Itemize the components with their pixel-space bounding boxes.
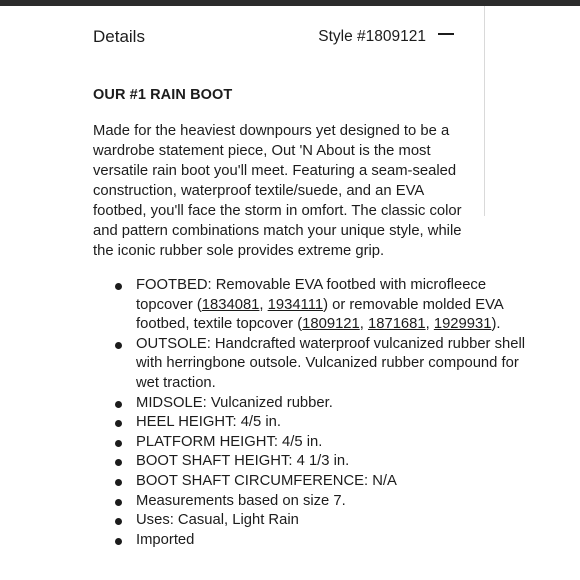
sku-link-1934111[interactable]: 1934111 — [267, 296, 324, 313]
sku-link-1834081[interactable]: 1834081 — [201, 296, 260, 313]
details-header[interactable] — [93, 26, 463, 50]
details-title: Details — [93, 27, 145, 46]
product-description: Made for the heaviest downpours yet designed to be a wardrobe statement piece, Out 'N About is the most versatile rain boot you'll meet. Featuring a seam-sealed construction, waterproof textile/suede, and an EVA footbed, you'll face the storm in omfort. The classic color and pattern combinations match your unique style, while the iconic rubber sole provides extreme grip. — [93, 123, 462, 259]
sku-link-1809121[interactable]: 1809121 — [302, 316, 360, 333]
spec-footbed — [136, 276, 526, 335]
spec-uses: Uses: Casual, Light Rain — [136, 511, 526, 531]
spec-origin: Imported — [136, 531, 526, 551]
scrollbar[interactable] — [484, 6, 485, 216]
footbed-text-1: FOOTBED: Removable EVA footbed with microfleece topcover ( — [136, 277, 487, 313]
footbed-sep-3: , — [425, 316, 434, 333]
spec-outsole: OUTSOLE: Handcrafted waterproof vulcanized rubber shell with herringbone outsole. Vulcanized rubber compound for wet traction. — [136, 335, 526, 394]
product-headline: OUR #1 RAIN BOOT — [93, 87, 233, 103]
footbed-sep-2: , — [359, 316, 368, 333]
sku-link-1871681[interactable]: 1871681 — [368, 316, 426, 333]
spec-midsole: MIDSOLE: Vulcanized rubber. — [136, 394, 526, 414]
footbed-text-3: ). — [491, 316, 501, 333]
minus-icon[interactable] — [435, 28, 457, 48]
footbed-sep-1: , — [259, 296, 268, 313]
top-bar — [0, 0, 580, 6]
spec-measurements: Measurements based on size 7. — [136, 492, 526, 512]
footbed-text-2: ) or removable molded EVA footbed, textile topcover ( — [136, 296, 503, 333]
spec-list — [93, 276, 526, 550]
spec-platform-height: PLATFORM HEIGHT: 4/5 in. — [136, 433, 526, 453]
style-number: Style #1809121 — [318, 28, 426, 45]
spec-heel-height: HEEL HEIGHT: 4/5 in. — [136, 413, 526, 433]
spec-shaft-height: BOOT SHAFT HEIGHT: 4 1/3 in. — [136, 452, 526, 472]
spec-shaft-circumference: BOOT SHAFT CIRCUMFERENCE: N/A — [136, 472, 526, 492]
sku-link-1929931[interactable]: 1929931 — [433, 316, 492, 333]
